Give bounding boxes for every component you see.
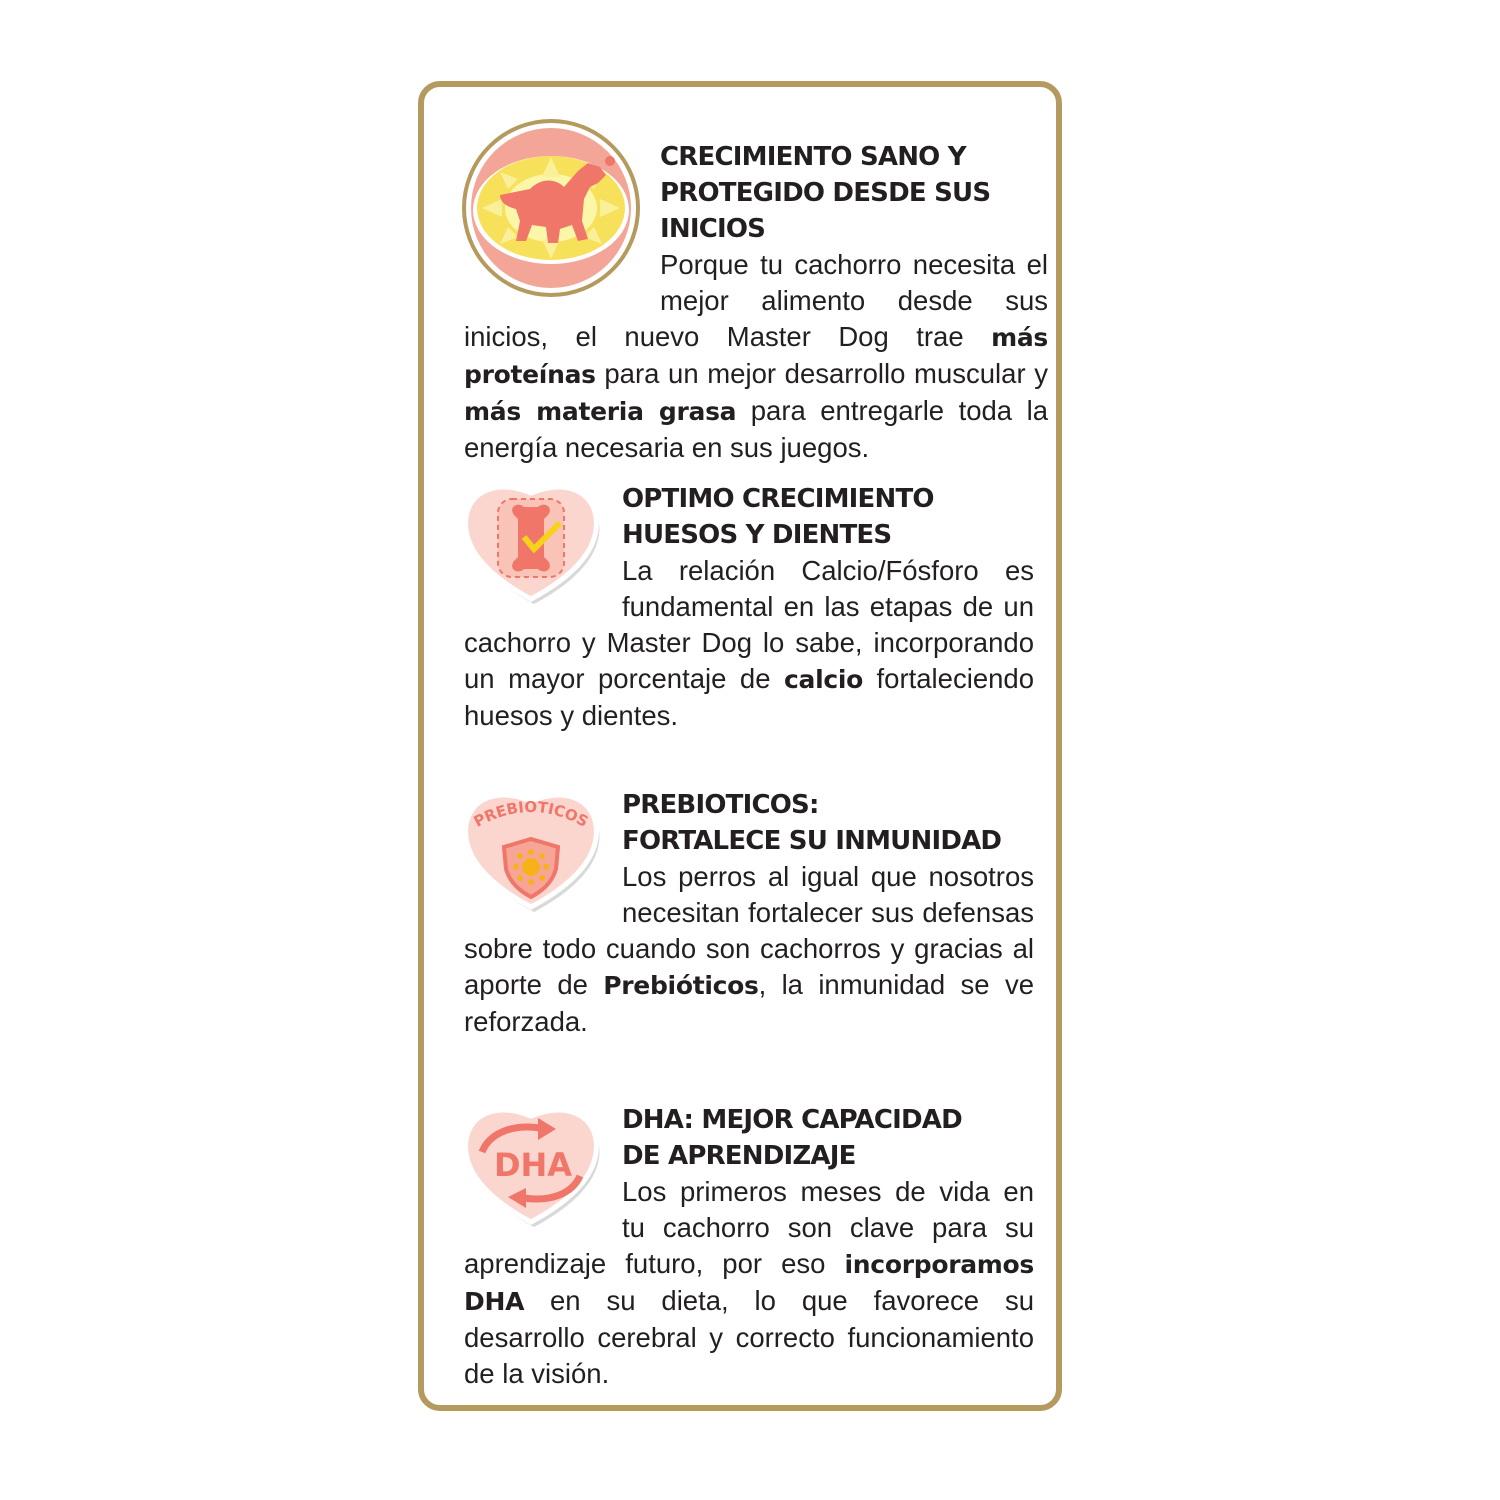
feature-bones-teeth: [464, 481, 1034, 734]
feature-description: Los primeros meses de vida en tu cachorro son clave para su aprendizaje futuro, por eso incorporamos DHA en su dieta, lo que favorece su desarrollo cerebral y correcto funcionamiento de la visión.: [464, 1176, 1034, 1389]
info-card: [418, 81, 1062, 1411]
bone-icon: [456, 475, 606, 605]
feature-description: La relación Calcio/Fósforo es fundamental en las etapas de un cachorro y Master Dog lo sabe, incorporando un mayor porcentaje de calcio fortaleciendo huesos y dientes.: [464, 555, 1034, 731]
feature-description: Los perros al igual que nosotros necesitan fortalecer sus defensas sobre todo cuando son cachorros y gracias al aporte de Prebióticos, la inmunidad se ve reforzada.: [464, 861, 1034, 1037]
dha-arrows-icon: [456, 1098, 606, 1228]
feature-healthy-growth: [464, 117, 1048, 466]
dha-icon-label: DHA: [493, 1146, 573, 1184]
feature-description: Porque tu cachorro necesita el mejor alimento desde sus inicios, el nuevo Master Dog trae más proteínas para un mejor desarrollo muscular y más materia grasa para entregarle toda la energía necesaria en sus juegos.: [464, 249, 1048, 463]
prebiotics-icon-label: PREBIOTICOS: [470, 797, 592, 831]
feature-prebiotics: [464, 787, 1034, 1040]
feature-dha: [464, 1102, 1034, 1392]
feature-title: CRECIMIENTO SANO Y PROTEGIDO DESDE SUS INICIOS: [660, 142, 991, 244]
shield-icon: [456, 783, 606, 913]
dog-icon: [460, 117, 642, 299]
feature-title: PREBIOTICOS: FORTALECE SU INMUNIDAD: [622, 790, 1002, 856]
feature-title: OPTIMO CRECIMIENTO HUESOS Y DIENTES: [622, 484, 934, 550]
feature-title: DHA: MEJOR CAPACIDAD DE APRENDIZAJE: [622, 1105, 962, 1171]
